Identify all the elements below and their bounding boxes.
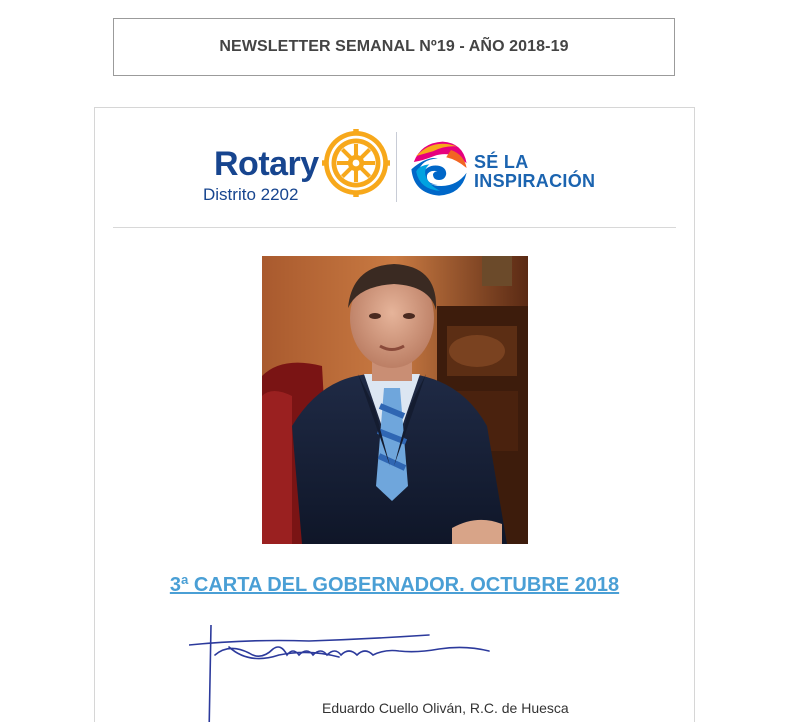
governor-portrait — [262, 256, 528, 544]
governor-portrait-image — [262, 256, 528, 544]
newsletter-title: NEWSLETTER SEMANAL Nº19 - AÑO 2018-19 — [219, 38, 569, 55]
newsletter-card — [94, 107, 695, 722]
district-logo-banner — [95, 126, 694, 216]
rotary-logo-text: Rotary — [214, 145, 319, 183]
rotary-wheel-icon — [322, 129, 390, 197]
signer-name: Eduardo Cuello Oliván, R.C. de Huesca — [322, 700, 569, 716]
governor-letter-link[interactable]: 3ª CARTA DEL GOBERNADOR. OCTUBRE 2018 — [169, 574, 620, 596]
section-divider — [113, 227, 676, 228]
se-la-inspiracion-wave-icon — [409, 138, 469, 198]
theme-text-line2: INSPIRACIÓN — [474, 171, 596, 191]
newsletter-header — [113, 18, 675, 76]
district-label: Distrito 2202 — [203, 185, 299, 204]
logo-divider — [396, 132, 397, 202]
theme-text-line1: SÉ LA — [474, 152, 529, 172]
